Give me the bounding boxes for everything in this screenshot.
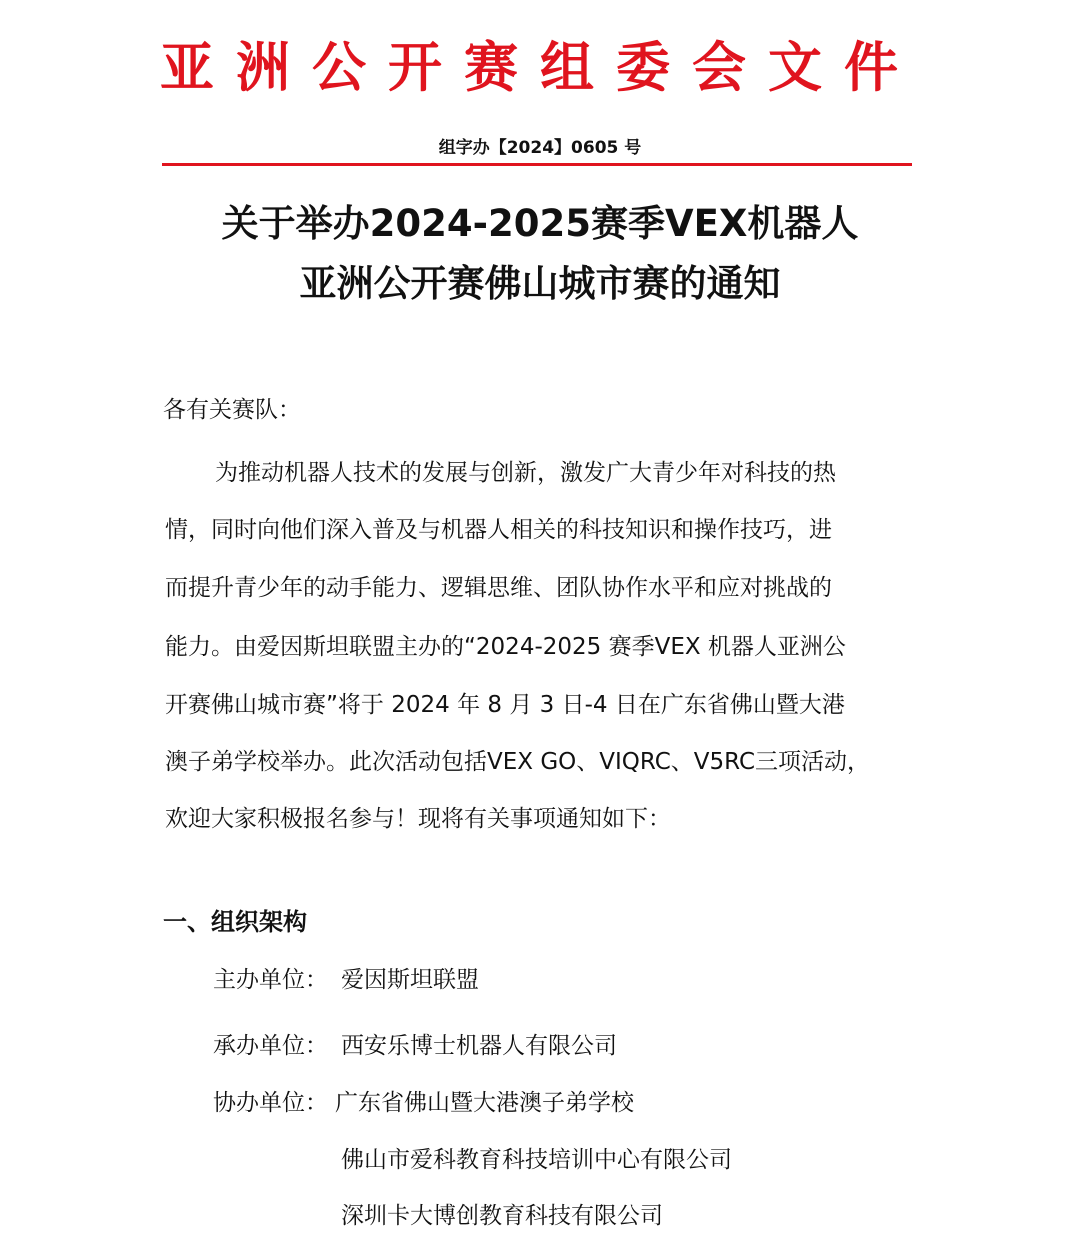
notice-title-line-2: 亚洲公开赛佛山城市赛的通知 — [299, 262, 781, 305]
organizer-label: 承办单位： — [213, 1033, 328, 1059]
co-organizer-value: 佛山市爱科教育科技培训中心有限公司 — [341, 1147, 732, 1173]
body-paragraph-line: 开赛佛山城市赛”将于 2024 年 8 月 3 日-4 日在广东省佛山暨大港 — [165, 692, 845, 718]
co-organizer-value: 广东省佛山暨大港澳子弟学校 — [335, 1090, 634, 1116]
red-divider-rule — [162, 163, 912, 166]
salutation: 各有关赛队： — [163, 397, 301, 423]
co-organizer-label: 协办单位： — [213, 1090, 328, 1116]
host-label: 主办单位： — [213, 967, 328, 993]
organizer-value: 西安乐博士机器人有限公司 — [341, 1033, 617, 1059]
body-paragraph-line: 能力。由爱因斯坦联盟主办的“2024-2025 赛季VEX 机器人亚洲公 — [165, 634, 846, 660]
body-paragraph-line: 澳子弟学校举办。此次活动包括VEX GO、VIQRC、V5RC三项活动， — [165, 749, 871, 775]
co-organizer-value: 深圳卡大博创教育科技有限公司 — [341, 1203, 663, 1229]
organizer-row — [0, 1029, 1080, 1063]
co-organizer-row — [0, 1086, 1080, 1120]
document-number: 组字办【2024】0605 号 — [438, 138, 642, 158]
body-paragraph-line: 而提升青少年的动手能力、逻辑思维、团队协作水平和应对挑战的 — [165, 575, 832, 601]
body-paragraph-line: 情，同时向他们深入普及与机器人相关的科技知识和操作技巧，进 — [165, 517, 832, 543]
host-row — [0, 963, 1080, 997]
masthead-title: 亚洲公开赛组委会文件 — [160, 36, 920, 99]
notice-title-line-1: 关于举办2024-2025赛季VEX机器人 — [221, 202, 859, 245]
body-paragraph-line: 欢迎大家积极报名参与！现将有关事项通知如下： — [165, 806, 671, 832]
host-value: 爱因斯坦联盟 — [341, 967, 479, 993]
body-paragraph-line: 为推动机器人技术的发展与创新，激发广大青少年对科技的热 — [215, 460, 836, 486]
section-heading-organization: 一、组织架构 — [163, 908, 307, 936]
